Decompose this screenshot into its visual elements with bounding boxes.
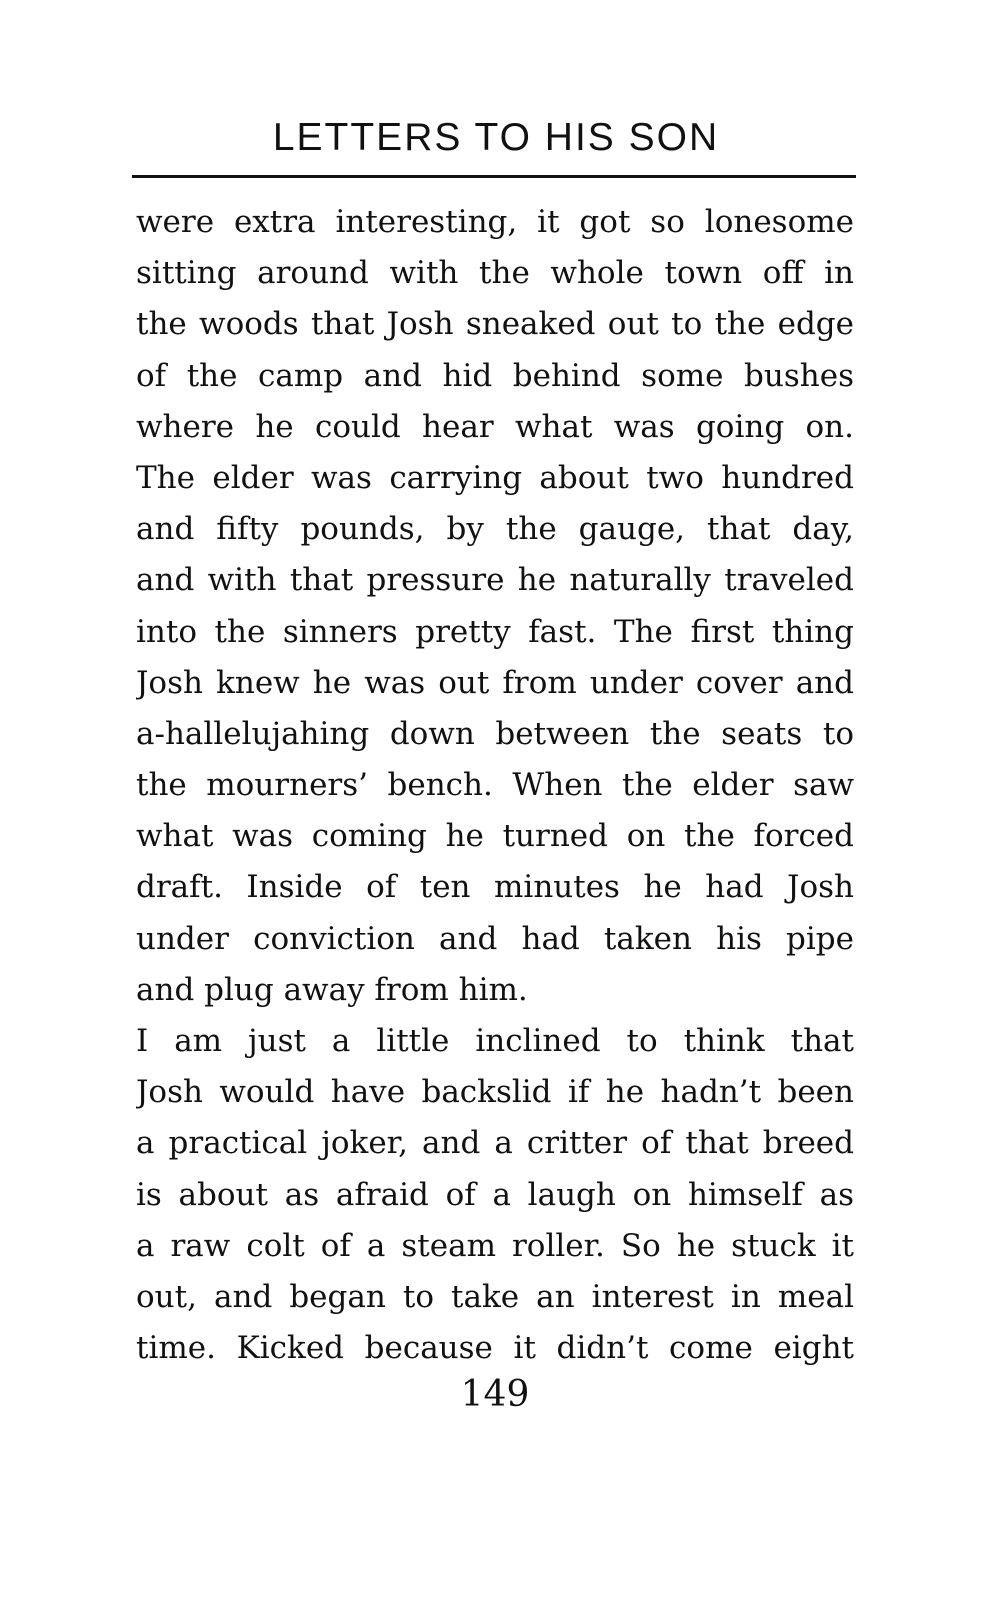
running-head: LETTERS TO HIS SON	[272, 116, 720, 159]
body-text	[136, 197, 854, 1374]
text-line: were extra interesting, it got so lonesome	[136, 204, 854, 240]
page-header	[136, 113, 856, 163]
text-line: out, and began to take an interest in meal	[136, 1278, 854, 1315]
header-rule	[132, 175, 856, 178]
text-line: sitting around with the whole town off in	[136, 255, 854, 292]
text-line: what was coming he turned on the forced	[136, 818, 854, 855]
page-number: 149	[460, 1374, 530, 1415]
text-line: draft. Inside of ten minutes he had Josh	[136, 869, 854, 906]
text-line: time. Kicked because it didn’t come eight	[136, 1330, 854, 1367]
text-line: the woods that Josh sneaked out to the edge	[136, 306, 854, 343]
text-line: and with that pressure he naturally traveled	[136, 562, 854, 599]
text-line: The elder was carrying about two hundred	[136, 459, 854, 496]
text-line: I am just a little inclined to think that	[136, 1023, 854, 1059]
text-line: where he could hear what was going on.	[136, 408, 854, 445]
text-line: and plug away from him.	[136, 971, 528, 1008]
text-line: into the sinners pretty fast. The first thing	[136, 613, 854, 650]
text-line: Josh knew he was out from under cover and	[136, 664, 854, 701]
text-line: Josh would have backslid if he hadn’t been	[136, 1074, 854, 1111]
text-line: the mourners’ bench. When the elder saw	[136, 767, 854, 804]
text-line: a-hallelujahing down between the seats to	[136, 715, 854, 752]
text-line: under conviction and had taken his pipe	[136, 920, 854, 957]
text-line: of the camp and hid behind some bushes	[136, 357, 854, 394]
text-line: a raw colt of a steam roller. So he stuck it	[136, 1227, 854, 1264]
text-line: a practical joker, and a critter of that breed	[136, 1125, 854, 1162]
text-line: is about as afraid of a laugh on himself as	[136, 1176, 854, 1213]
text-line: and fifty pounds, by the gauge, that day,	[136, 511, 854, 548]
